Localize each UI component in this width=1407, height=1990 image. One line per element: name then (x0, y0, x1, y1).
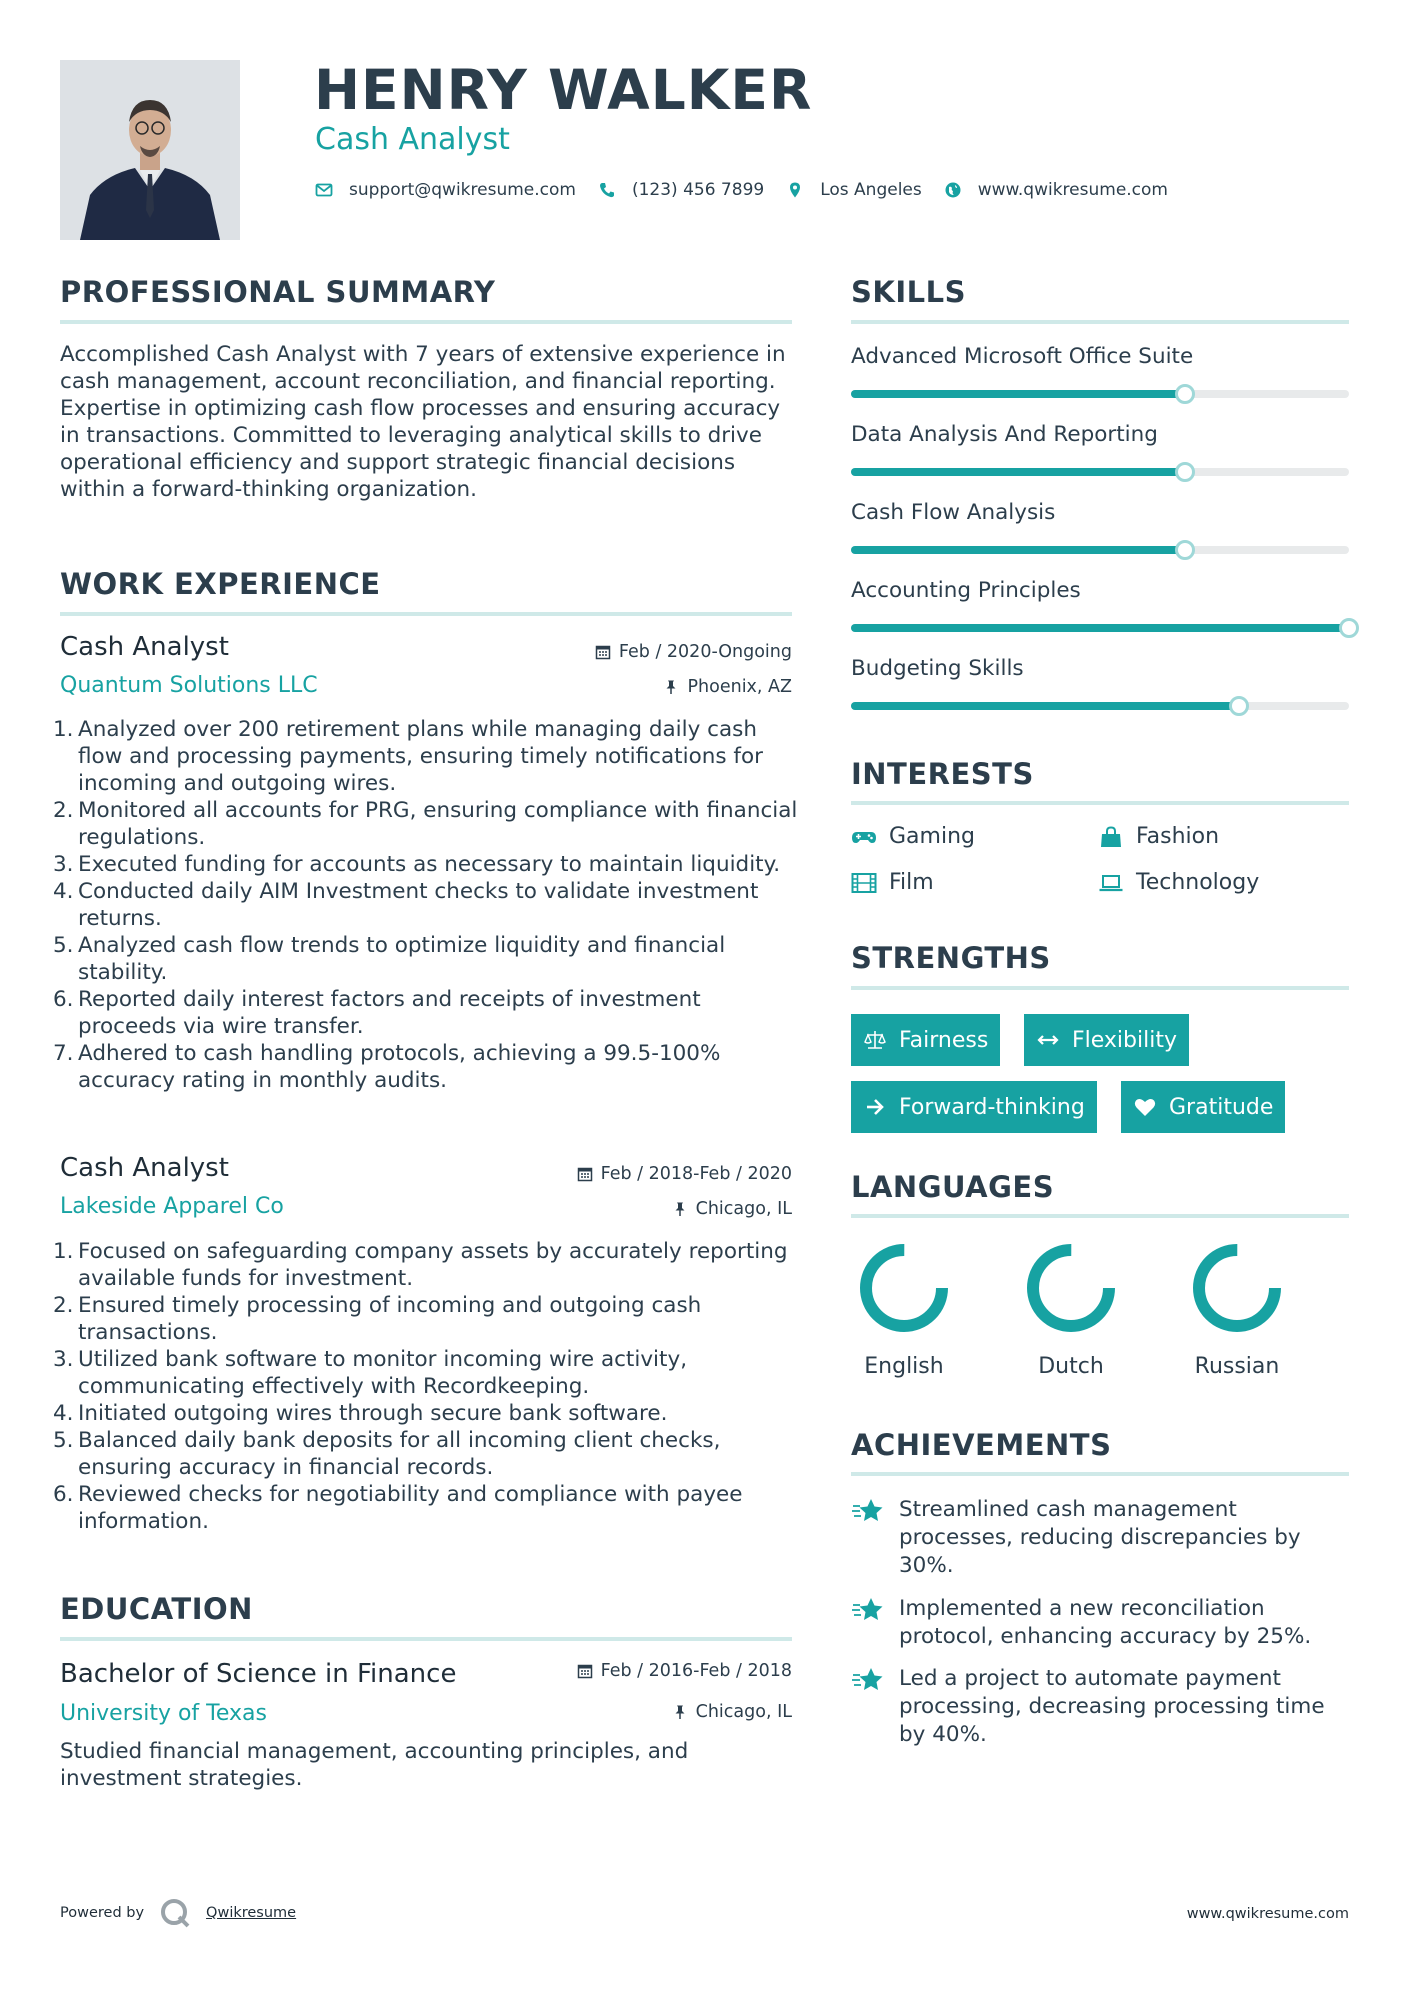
job-location-text: Chicago, IL (695, 1199, 792, 1219)
job-company: Lakeside Apparel Co (60, 1194, 284, 1219)
summary-divider (60, 320, 792, 324)
footer-url[interactable]: www.qwikresume.com (1186, 1906, 1349, 1922)
summary-text: Accomplished Cash Analyst with 7 years of extensive experience in cash management, account reconciliation, and financial reporting. Expertise in optimizing cash flow processes and ensuring accuracy in transactions. Committed to leveraging analytical skills to drive operational efficiency and support strategic financial decisions within a forward-thinking organization. (60, 342, 786, 502)
interest-label: Film (889, 870, 934, 895)
powered-by-label: Powered by (60, 1905, 145, 1921)
strength-tag (1121, 1081, 1285, 1133)
gamepad-icon (851, 826, 877, 848)
job-location (480, 1199, 792, 1219)
skill-label: Advanced Microsoft Office Suite (851, 344, 1194, 369)
pushpin-icon (663, 679, 679, 695)
interest-film (851, 870, 934, 895)
language-label: Dutch (1038, 1354, 1104, 1379)
calendar-icon (577, 1663, 593, 1679)
skill-bar-fill (851, 702, 1239, 710)
envelope-icon (315, 181, 333, 199)
skills-divider (851, 320, 1349, 324)
strengths-divider (851, 986, 1349, 990)
skill-bar-knob (1339, 618, 1359, 638)
list-item: 6. Reported daily interest factors and receipts of investment proceeds via wire transfer. (53, 987, 701, 1039)
footer-powered-by (60, 1896, 296, 1930)
interests-heading: INTERESTS (851, 757, 1034, 791)
skill-label: Budgeting Skills (851, 656, 1024, 681)
skill-bar-knob (1175, 462, 1195, 482)
skill-bar (851, 702, 1349, 710)
job-location-text: Phoenix, AZ (687, 677, 792, 697)
candidate-title: Cash Analyst (315, 122, 510, 157)
achievement-text: Streamlined cash management processes, reducing discrepancies by 30%. (899, 1497, 1301, 1578)
pushpin-icon (672, 1201, 688, 1217)
language-ring (1189, 1240, 1285, 1336)
language-label: English (864, 1354, 944, 1379)
skill-bar (851, 546, 1349, 554)
job-responsibilities (53, 1238, 800, 1535)
globe-icon (944, 181, 962, 199)
laptop-icon (1098, 872, 1124, 894)
strength-label: Fairness (899, 1027, 989, 1053)
qwikresume-logo-icon (158, 1896, 192, 1930)
strength-label: Flexibility (1072, 1027, 1177, 1053)
star-icon (851, 1595, 885, 1625)
language-progress-ring (856, 1240, 952, 1336)
strengths-heading: STRENGTHS (851, 941, 1051, 975)
interest-label: Fashion (1136, 824, 1220, 849)
job-title: Cash Analyst (60, 1153, 229, 1183)
skill-bar-fill (851, 390, 1185, 398)
list-item: 6. Reviewed checks for negotiability and compliance with payee information. (53, 1482, 743, 1534)
skill-bar-knob (1229, 696, 1249, 716)
arrows-horizontal-icon (1036, 1028, 1060, 1052)
achievement-text: Implemented a new reconciliation protocol, enhancing accuracy by 25%. (899, 1596, 1312, 1649)
language-progress-ring (1189, 1240, 1285, 1336)
languages-heading: LANGUAGES (851, 1170, 1055, 1204)
film-icon (851, 872, 877, 894)
list-item: 5. Analyzed cash flow trends to optimize liquidity and financial stability. (53, 933, 726, 985)
star-icon (851, 1665, 885, 1695)
skill-label: Accounting Principles (851, 578, 1081, 603)
list-item: 1. Focused on safeguarding company assets by accurately reporting available funds for investment. (53, 1239, 788, 1291)
shopping-bag-icon (1098, 826, 1124, 848)
strength-tag (1024, 1014, 1189, 1066)
strength-tag (851, 1014, 1000, 1066)
contact-bar (315, 180, 1190, 200)
job-dates-text: Feb / 2020-Ongoing (618, 642, 792, 662)
job-dates (480, 642, 792, 662)
experience-heading: WORK EXPERIENCE (60, 567, 381, 601)
star-icon (851, 1496, 885, 1526)
balance-scale-icon (863, 1028, 887, 1052)
job-dates-text: Feb / 2018-Feb / 2020 (600, 1164, 792, 1184)
interest-label: Technology (1136, 870, 1260, 895)
skills-heading: SKILLS (851, 275, 966, 309)
contact-website[interactable]: www.qwikresume.com (977, 180, 1168, 200)
contact-email[interactable]: support@qwikresume.com (349, 180, 576, 200)
profile-photo (60, 60, 240, 240)
languages-divider (851, 1214, 1349, 1218)
interests-divider (851, 801, 1349, 805)
strength-label: Gratitude (1169, 1094, 1274, 1120)
skill-bar (851, 468, 1349, 476)
contact-phone[interactable]: (123) 456 7899 (631, 180, 765, 200)
map-marker-icon (786, 181, 804, 199)
heart-icon (1133, 1095, 1157, 1119)
skill-bar-knob (1175, 384, 1195, 404)
arrow-right-icon (863, 1095, 887, 1119)
skill-bar-fill (851, 624, 1349, 632)
interest-technology (1098, 870, 1259, 895)
skill-bar-fill (851, 546, 1185, 554)
experience-divider (60, 612, 792, 616)
education-dates-text: Feb / 2016-Feb / 2018 (600, 1661, 792, 1681)
skill-bar-knob (1175, 540, 1195, 560)
language-ring (856, 1240, 952, 1336)
education-location (480, 1702, 792, 1722)
education-heading: EDUCATION (60, 1592, 253, 1626)
candidate-name: HENRY WALKER (314, 58, 813, 122)
language-label: Russian (1194, 1354, 1280, 1379)
list-item: 3. Executed funding for accounts as necessary to maintain liquidity. (53, 852, 781, 877)
list-item: 5. Balanced daily bank deposits for all incoming client checks, ensuring accuracy in financial records. (53, 1428, 721, 1480)
degree-title: Bachelor of Science in Finance (60, 1659, 457, 1689)
skill-bar-fill (851, 468, 1185, 476)
calendar-icon (595, 644, 611, 660)
list-item: 2. Monitored all accounts for PRG, ensuring compliance with financial regulations. (53, 798, 798, 850)
skill-bar (851, 624, 1349, 632)
language-ring (1023, 1240, 1119, 1336)
list-item: 7. Adhered to cash handling protocols, achieving a 99.5-100% accuracy rating in monthly audits. (53, 1041, 721, 1093)
strength-tag (851, 1081, 1097, 1133)
education-divider (60, 1637, 792, 1641)
summary-heading: PROFESSIONAL SUMMARY (60, 275, 496, 309)
interest-fashion (1098, 824, 1219, 849)
calendar-icon (577, 1166, 593, 1182)
achievement-text: Led a project to automate payment processing, decreasing processing time by 40%. (899, 1666, 1325, 1747)
list-item: 4. Conducted daily AIM Investment checks to validate investment returns. (53, 879, 759, 931)
contact-location: Los Angeles (820, 180, 922, 200)
skill-label: Cash Flow Analysis (851, 500, 1056, 525)
achievement-item (851, 1665, 1349, 1749)
achievements-divider (851, 1472, 1349, 1476)
strength-label: Forward-thinking (899, 1094, 1085, 1120)
skill-label: Data Analysis And Reporting (851, 422, 1158, 447)
skill-bar (851, 390, 1349, 398)
job-title: Cash Analyst (60, 632, 229, 662)
achievements-heading: ACHIEVEMENTS (851, 1428, 1112, 1462)
school-name: University of Texas (60, 1701, 267, 1726)
education-dates (480, 1661, 792, 1681)
achievement-item (851, 1496, 1349, 1580)
education-location-text: Chicago, IL (695, 1702, 792, 1722)
list-item: 2. Ensured timely processing of incoming and outgoing cash transactions. (53, 1293, 702, 1345)
job-location (480, 677, 792, 697)
qwikresume-link[interactable]: Qwikresume (206, 1905, 297, 1921)
job-company: Quantum Solutions LLC (60, 673, 318, 698)
list-item: 4. Initiated outgoing wires through secure bank software. (53, 1401, 668, 1426)
achievement-item (851, 1595, 1349, 1651)
interest-label: Gaming (889, 824, 975, 849)
language-progress-ring (1023, 1240, 1119, 1336)
job-dates (480, 1164, 792, 1184)
pushpin-icon (672, 1704, 688, 1720)
phone-icon (598, 181, 616, 199)
list-item: 1. Analyzed over 200 retirement plans while managing daily cash flow and processing payments, ensuring timely notifications for incoming and outgoing wires. (53, 717, 763, 796)
education-description: Studied financial management, accounting principles, and investment strategies. (60, 1739, 689, 1791)
job-responsibilities (53, 716, 800, 1094)
interest-gaming (851, 824, 975, 849)
list-item: 3. Utilized bank software to monitor incoming wire activity, communicating effectively with Recordkeeping. (53, 1347, 688, 1399)
